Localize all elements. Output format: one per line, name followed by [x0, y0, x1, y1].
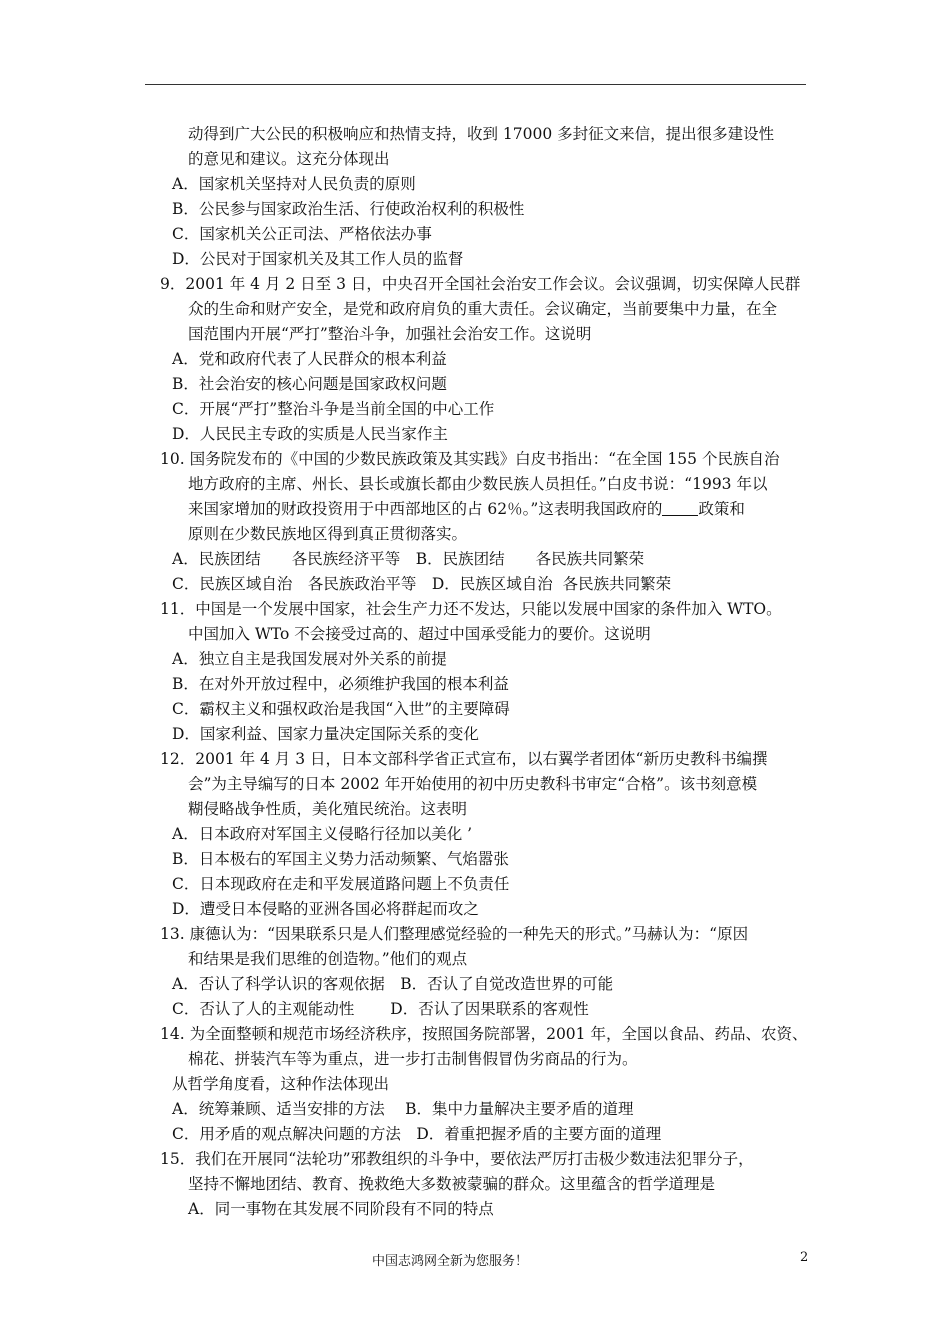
q12-option-c: C．日本现政府在走和平发展道路问题上不负责任 [172, 875, 510, 893]
q13-options-row-1: A．否认了科学认识的客观依据 B．否认了自觉改造世界的可能 [172, 975, 614, 993]
q15-option-a: A．同一事物在其发展不同阶段有不同的特点 [188, 1200, 494, 1218]
q10-stem-line-1: 10. 国务院发布的《中国的少数民族政策及其实践》白皮书指出：“在全国 155 个民族自治 [160, 450, 780, 468]
q9-option-a: A．党和政府代表了人民群众的根本利益 [172, 350, 447, 368]
q9-stem-line-3: 国范围内开展“严打”整治斗争，加强社会治安工作。这说明 [188, 325, 592, 343]
q9-option-c: C．开展“严打”整治斗争是当前全国的中心工作 [172, 400, 495, 418]
answer-blank [662, 499, 698, 516]
q10-stem-line-4: 原则在少数民族地区得到真正贯彻落实。 [188, 525, 468, 543]
q9-option-b: B．社会治安的核心问题是国家政权问题 [172, 375, 447, 393]
q15-stem-line-2: 坚持不懈地团结、教育、挽救绝大多数被蒙骗的群众。这里蕴含的哲学道理是 [188, 1175, 716, 1193]
q9-option-d: D．人民民主专政的实质是人民当家作主 [172, 425, 448, 443]
page-number: 2 [800, 1250, 809, 1265]
q8-option-a: A．国家机关坚持对人民负责的原则 [172, 175, 416, 193]
q12-option-a: A．日本政府对军国主义侵略行径加以美化 ’ [172, 825, 473, 843]
q13-stem-line-2: 和结果是我们思维的创造物。”他们的观点 [188, 950, 468, 968]
q11-option-d: D．国家利益、国家力量决定国际关系的变化 [172, 725, 479, 743]
header-rule [145, 84, 806, 85]
q9-stem-line-2: 众的生命和财产安全，是党和政府肩负的重大责任。会议确定，当前要集中力量，在全 [188, 300, 778, 318]
q12-option-d: D．遭受日本侵略的亚洲各国必将群起而攻之 [172, 900, 479, 918]
q10-stem-line-2: 地方政府的主席、州长、县长或旗长都由少数民族人员担任。”白皮书说：“1993 年以 [188, 475, 768, 493]
q10-stem-line-3-part-b: 政策和 [698, 500, 745, 518]
q11-stem-line-2: 中国加入 WTo 不会接受过高的、超过中国承受能力的要价。这说明 [188, 625, 651, 643]
q14-stem-line-2: 棉花、拼装汽车等为重点，进一步打击制售假冒伪劣商品的行为。 [188, 1050, 638, 1068]
q13-stem-line-1: 13. 康德认为：“因果联系只是人们整理感觉经验的一种先天的形式。”马赫认为：“原因 [160, 925, 749, 943]
q14-stem-line-1: 14. 为全面整顿和规范市场经济秩序，按照国务院部署，2001 年，全国以食品、药品、农资、 [160, 1025, 808, 1043]
q12-stem-line-1: 12．2001 年 4 月 3 日，日本文部科学省正式宣布，以右翼学者团体“新历史教科书编撰 [160, 750, 768, 768]
q13-options-row-2: C．否认了人的主观能动性 D．否认了因果联系的客观性 [172, 1000, 589, 1018]
q8-option-d: D．公民对于国家机关及其工作人员的监督 [172, 250, 464, 268]
q11-option-a: A．独立自主是我国发展对外关系的前提 [172, 650, 447, 668]
q9-stem-line-1: 9．2001 年 4 月 2 日至 3 日，中央召开全国社会治安工作会议。会议强调，切实保障人民群 [160, 275, 801, 293]
q10-stem-line-3-part-a: 来国家增加的财政投资用于中西部地区的占 62％。”这表明我国政府的 [188, 500, 663, 518]
q11-stem-line-1: 11．中国是一个发展中国家，社会生产力还不发达，只能以发展中国家的条件加入 WTO。 [160, 600, 782, 618]
q12-option-b: B．日本极右的军国主义势力活动频繁、气焰嚣张 [172, 850, 509, 868]
q8-option-b: B．公民参与国家政治生活、行使政治权利的积极性 [172, 200, 525, 218]
q12-stem-line-3: 糊侵略战争性质，美化殖民统治。这表明 [188, 800, 468, 818]
q12-stem-line-2: 会”为主导编写的日本 2002 年开始使用的初中历史教科书审定“合格”。该书刻意模 [188, 775, 758, 793]
q15-stem-line-1: 15．我们在开展同“法轮功”邪教组织的斗争中，要依法严厉打击极少数违法犯罪分子， [160, 1150, 754, 1168]
footer-text: 中国志鸿网全新为您服务！ [372, 1254, 529, 1269]
q10-options-row-1: A．民族团结 各民族经济平等 B．民族团结 各民族共同繁荣 [172, 550, 645, 568]
q8-stem-line-2: 的意见和建议。这充分体现出 [188, 150, 390, 168]
q11-option-b: B．在对外开放过程中，必须维护我国的根本利益 [172, 675, 509, 693]
q10-stem-line-3 [188, 497, 745, 522]
q11-option-c: C．霸权主义和强权政治是我国“入世”的主要障碍 [172, 700, 510, 718]
q14-options-row-1: A．统筹兼顾、适当安排的方法 B．集中力量解决主要矛盾的道理 [172, 1100, 634, 1118]
q14-stem-line-3: 从哲学角度看，这种作法体现出 [172, 1075, 390, 1093]
q10-options-row-2: C．民族区域自治 各民族政治平等 D．民族区域自治 各民族共同繁荣 [172, 575, 672, 593]
q8-stem-line-1: 动得到广大公民的积极响应和热情支持，收到 17000 多封征文来信，提出很多建设性 [188, 125, 775, 143]
q14-options-row-2: C．用矛盾的观点解决问题的方法 D．着重把握矛盾的主要方面的道理 [172, 1125, 662, 1143]
q8-option-c: C．国家机关公正司法、严格依法办事 [172, 225, 432, 243]
